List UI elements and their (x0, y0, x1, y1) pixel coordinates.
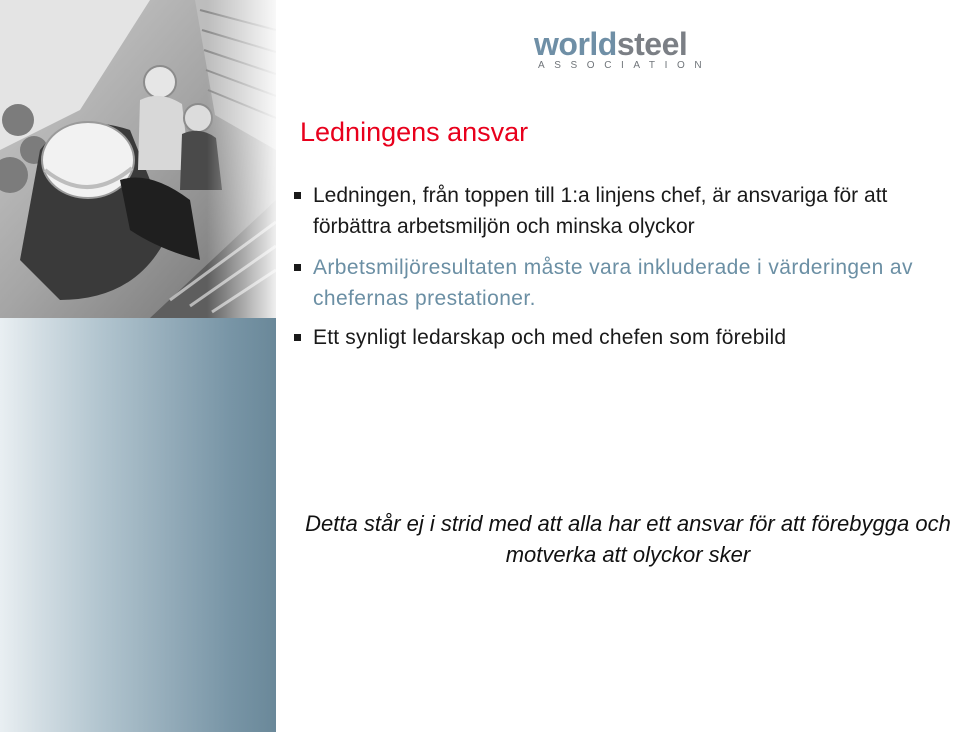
left-decorative-panel (0, 0, 276, 732)
slide-title: Ledningens ansvar (300, 117, 529, 147)
bullet-item (292, 322, 960, 353)
square-bullet-icon (294, 334, 301, 341)
worldsteel-logo (534, 26, 712, 72)
bullet-text: Ledningen, från toppen till 1:a linjens chef, är ansvariga för att förbättra arbetsmiljön och minska olyckor (313, 184, 888, 238)
closing-note: Detta står ej i strid med att alla har ett ansvar för att förebygga och motverka att olyckor sker (305, 511, 951, 567)
square-bullet-icon (294, 264, 301, 271)
blue-gradient-strip (0, 318, 276, 732)
logo-subtitle: ASSOCIATION (538, 60, 712, 71)
bullet-text: Ett synligt ledarskap och med chefen som förebild (313, 326, 787, 349)
logo-wordmark (534, 26, 687, 62)
logo-word-world: world (534, 26, 617, 62)
bullet-item (292, 180, 960, 242)
bullet-text-highlighted: Arbetsmiljöresultaten måste vara inkluderade i värderingen av chefernas prestationer. (313, 256, 913, 310)
square-bullet-icon (294, 192, 301, 199)
bullet-item (292, 252, 960, 314)
workers-photo (0, 0, 276, 318)
logo-word-steel: steel (616, 26, 688, 62)
bullet-list (292, 180, 960, 353)
